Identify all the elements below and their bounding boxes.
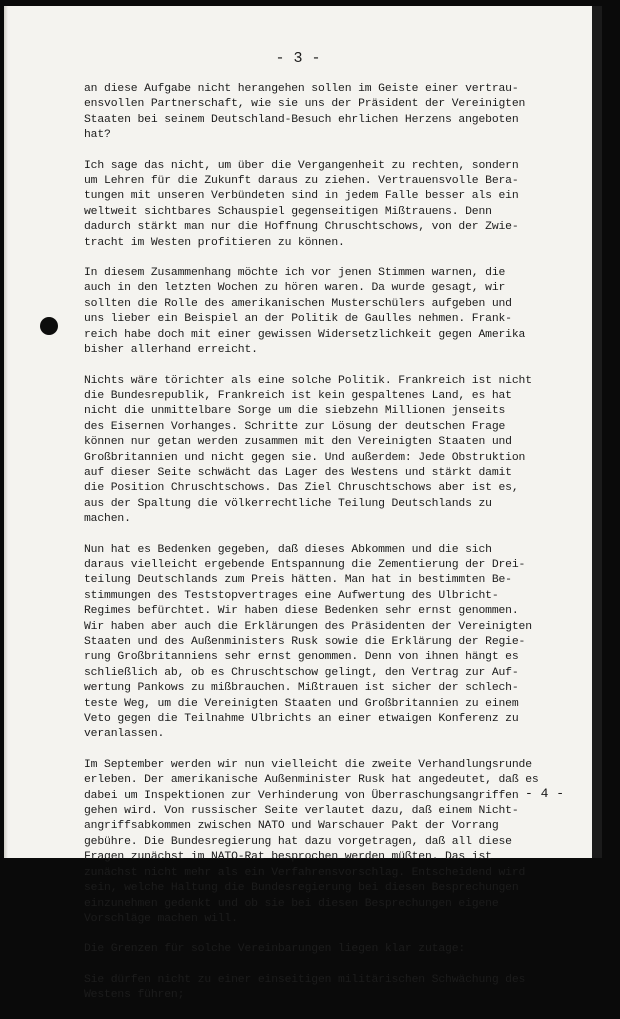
document-page xyxy=(4,6,602,1002)
text-line: des Eisernen Vorhanges. Schritte zur Lösung der deutschen Frage xyxy=(84,420,506,433)
text-line: sollten die Rolle des amerikanischen Musterschülers aufgeben und xyxy=(84,297,512,310)
text-line: dadurch stärkt man nur die Hoffnung Chruschtschows, von der Zwie- xyxy=(84,221,519,234)
text-line: Westens führen; xyxy=(84,989,185,1002)
text-line: gehen wird. Von russischer Seite verlautet dazu, daß einem Nicht- xyxy=(84,805,519,818)
text-line: wertung Pankows zu mißbrauchen. Mißtrauen ist sicher der schlech- xyxy=(84,682,519,695)
paragraph xyxy=(84,942,580,957)
text-line: bisher allerhand erreicht. xyxy=(84,344,258,357)
paragraph xyxy=(84,973,580,1004)
text-line: Nichts wäre törichter als eine solche Politik. Frankreich ist nicht xyxy=(84,374,532,387)
text-line: nicht die unmittelbare Sorge um die siebzehn Millionen jenseits xyxy=(84,405,506,418)
text-line: daraus vielleicht ergebende Entspannung die Zementierung der Drei- xyxy=(84,558,526,571)
text-line: die Position Chruschtschows. Das Ziel Chruschtschows aber ist es, xyxy=(84,482,519,495)
text-line: Wir haben aber auch die Erklärungen des Präsidenten der Vereinigten xyxy=(84,620,532,633)
text-line: rung Großbritanniens sehr ernst genommen. Denn von ihnen hängt es xyxy=(84,651,519,664)
text-line: gebühre. Die Bundesregierung hat dazu vorgetragen, daß all diese xyxy=(84,835,512,848)
text-line: Vorschläge machen will. xyxy=(84,912,238,925)
text-line: tungen mit unseren Verbündeten sind in jedem Falle besser als ein xyxy=(84,190,519,203)
text-line: reich habe doch mit einer gewissen Widersetzlichkeit gegen Amerika xyxy=(84,328,526,341)
text-line: ensvollen Partnerschaft, wie sie uns der Präsident der Vereinigten xyxy=(84,98,526,111)
text-line: Nun hat es Bedenken gegeben, daß dieses Abkommen und die sich xyxy=(84,543,492,556)
text-line: Sie dürfen nicht zu einer einseitigen militärischen Schwächung des xyxy=(84,973,526,986)
text-line: Fragen zunächst im NATO-Rat besprochen werden müßten. Das ist xyxy=(84,851,492,864)
catchword-next-page: - 4 - xyxy=(524,786,564,801)
paragraph xyxy=(84,543,580,743)
text-line: aus der Spaltung die völkerrechtliche Teilung Deutschlands zu xyxy=(84,497,492,510)
text-line: dabei um Inspektionen zur Verhinderung von Überraschungsangriffen xyxy=(84,789,519,802)
text-line: In diesem Zusammenhang möchte ich vor jenen Stimmen warnen, die xyxy=(84,267,506,280)
text-line: Regimes befürchtet. Wir haben diese Bedenken sehr ernst genommen. xyxy=(84,605,519,618)
body-text xyxy=(84,82,580,1019)
text-line: angriffsabkommen zwischen NATO und Warschauer Pakt der Vorrang xyxy=(84,820,499,833)
paragraph xyxy=(84,159,580,251)
text-line: können nur getan werden zusammen mit den Vereinigten Staaten und xyxy=(84,436,512,449)
text-line: Im September werden wir nun vielleicht die zweite Verhandlungsrunde xyxy=(84,758,532,771)
text-line: an diese Aufgabe nicht herangehen sollen im Geiste einer vertrau- xyxy=(84,83,519,95)
text-line: uns lieber ein Beispiel an der Politik de Gaulles nehmen. Frank- xyxy=(84,313,512,326)
text-line: teste Weg, um die Vereinigten Staaten und Großbritannien zu einem xyxy=(84,697,519,710)
paragraph xyxy=(84,374,580,528)
text-line: tracht im Westen profitieren zu können. xyxy=(84,236,345,249)
page-number: - 3 - xyxy=(275,50,321,67)
text-line: teilung Deutschlands zum Preis hätten. Man hat in bestimmten Be- xyxy=(84,574,512,587)
text-line: auf dieser Seite schwächt das Lager des Westens und stärkt damit xyxy=(84,466,512,479)
text-line: Großbritannien und nicht gegen sie. Und außerdem: Jede Obstruktion xyxy=(84,451,526,464)
text-line: veranlassen. xyxy=(84,728,165,741)
text-line: weltweit sichtbares Schauspiel gegenseitigen Mißtrauens. Denn xyxy=(84,205,492,218)
text-line: die Bundesrepublik, Frankreich ist kein gespaltenes Land, es hat xyxy=(84,389,512,402)
text-line: machen. xyxy=(84,513,131,526)
text-line: Staaten bei seinem Deutschland-Besuch ehrlichen Herzens angeboten xyxy=(84,113,519,126)
text-line: Die Grenzen für solche Vereinbarungen liegen klar zutage: xyxy=(84,943,466,956)
text-line: Ich sage das nicht, um über die Vergangenheit zu rechten, sondern xyxy=(84,159,519,172)
paragraph xyxy=(84,266,580,358)
text-line: auch in den letzten Wochen zu hören waren. Da wurde gesagt, wir xyxy=(84,282,506,295)
text-line: einzunehmen gedenkt und ob sie bei diesen Besprechungen eigene xyxy=(84,897,499,910)
paragraph xyxy=(84,82,580,144)
text-line: schließlich ab, ob es Chruschtschow gelingt, den Vertrag zur Auf- xyxy=(84,666,519,679)
text-line: hat? xyxy=(84,129,111,142)
text-line: sein, welche Haltung die Bundesregierung bei diesen Besprechungen xyxy=(84,882,519,895)
text-line: Veto gegen die Teilnahme Ulbrichts an einer etwaigen Konferenz zu xyxy=(84,713,519,726)
text-line: zunächst nicht mehr als ein Verfahrensvorschlag. Entscheidend wird xyxy=(84,866,526,879)
text-line: stimmungen des Teststopvertrages eine Aufwertung des Ulbricht- xyxy=(84,589,499,602)
paragraph xyxy=(84,758,580,927)
page-edge-shadow xyxy=(4,6,8,858)
text-line: Staaten und des Außenministers Rusk sowie die Erklärung der Regie- xyxy=(84,636,526,648)
text-line: erleben. Der amerikanische Außenminister Rusk hat angedeutet, daß es xyxy=(84,774,539,787)
punch-hole-mark xyxy=(40,317,58,335)
text-line: um Lehren für die Zukunft daraus zu ziehen. Vertrauensvolle Bera- xyxy=(84,175,519,188)
